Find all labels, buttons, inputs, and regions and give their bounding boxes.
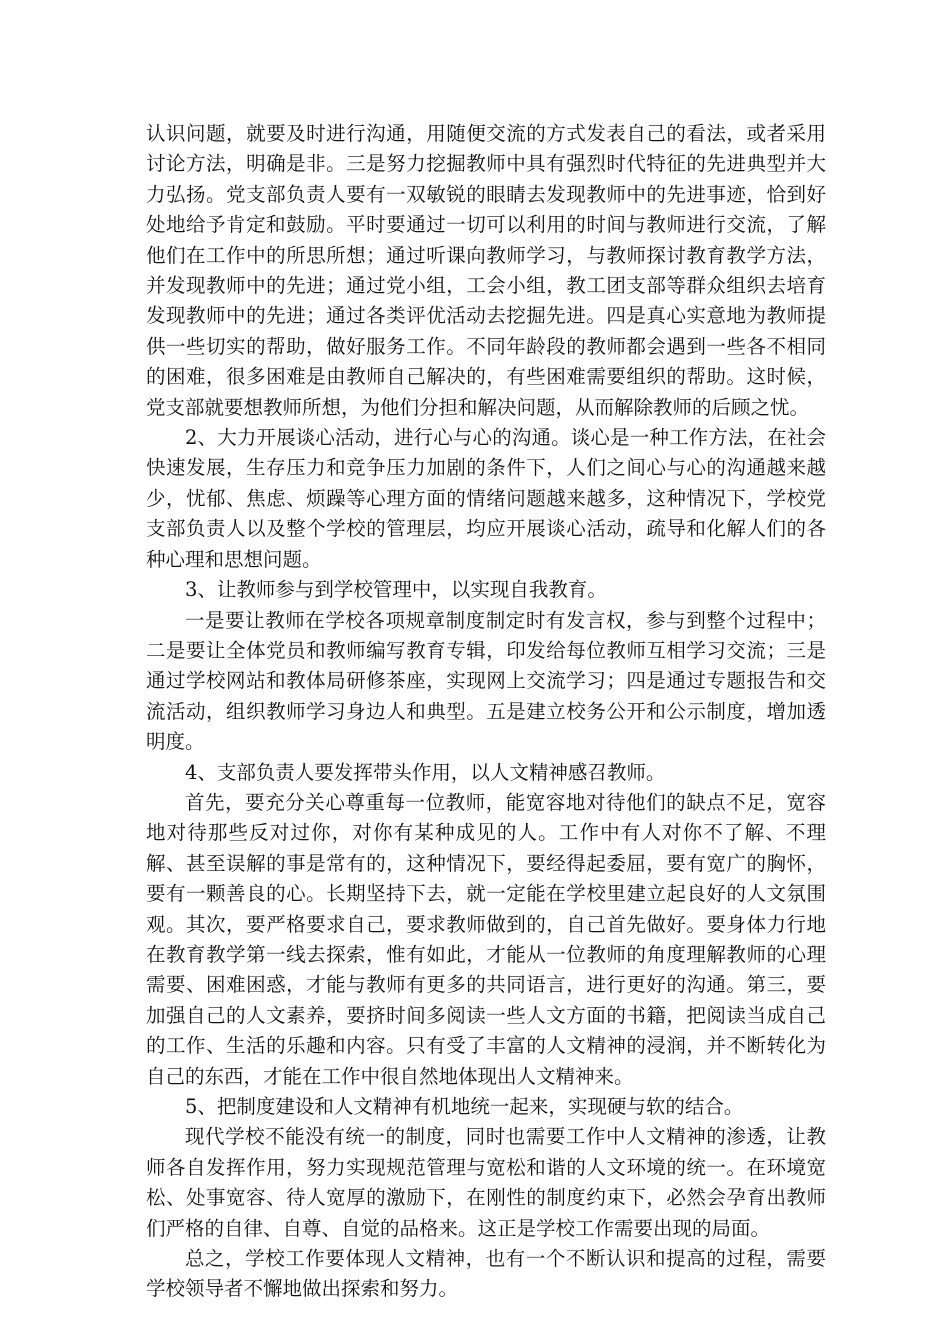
paragraph-8: 现代学校不能没有统一的制度，同时也需要工作中人文精神的渗透，让教师各自发挥作用，努力实现规范管理与宽松和谐的人文环境的统一。在环境宽松、处事宽容、待人宽厚的激励下，在刚性的制度约束下，必然会孕育出教师们严格的自律、自尊、自觉的品格来。这正是学校工作需要出现的局面。 bbox=[146, 1125, 826, 1240]
paragraph-6: 首先，要充分关心尊重每一位教师，能宽容地对待他们的缺点不足，宽容地对待那些反对过你，对你有某种成见的人。工作中有人对你不了解、不理解、甚至误解的事是常有的，这种情况下，要经得起委屈，要有宽广的胸怀，要有一颗善良的心。长期坚持下去，就一定能在学校里建立起良好的人文氛围观。其次，要严格要求自己，要求教师做到的，自己首先做好。要身体力行地在教育教学第一线去探索，惟有如此，才能从一位教师的角度理解教师的心理需要、困难困惑，才能与教师有更多的共同语言，进行更好的沟通。第三，要加强自己的人文素养，要挤时间多阅读一些人文方面的书籍，把阅读当成自己的工作、生活的乐趣和内容。只有受了丰富的人文精神的浸润，并不断转化为自己的东西，才能在工作中很自然地体现出人文精神来。 bbox=[146, 790, 826, 1088]
paragraph-7-heading: 5、把制度建设和人文精神有机地统一起来，实现硬与软的结合。 bbox=[185, 1095, 744, 1118]
document-page bbox=[146, 119, 826, 1305]
paragraph-1: 认识问题，就要及时进行沟通，用随便交流的方式发表自己的看法，或者采用讨论方法，明确是非。三是努力挖掘教师中具有强烈时代特征的先进典型并大力弘扬。党支部负责人要有一双敏锐的眼睛去发现教师中的先进事迹，恰到好处地给予肯定和鼓励。平时要通过一切可以利用的时间与教师进行交流，了解他们在工作中的所思所想；通过听课向教师学习，与教师探讨教育教学方法，并发现教师中的先进；通过党小组，工会小组，教工团支部等群众组织去培育发现教师中的先进；通过各类评优活动去挖掘先进。四是真心实意地为教师提供一些切实的帮助，做好服务工作。不同年龄段的教师都会遇到一些各不相同的困难，很多困难是由教师自己解决的，有些困难需要组织的帮助。这时候，党支部就要想教师所想，为他们分担和解决问题，从而解除教师的后顾之忧。 bbox=[146, 122, 826, 419]
paragraph-4: 一是要让教师在学校各项规章制度制定时有发言权，参与到整个过程中；二是要让全体党员和教师编写教育专辑，印发给每位教师互相学习交流；三是通过学校网站和教体局研修茶座，实现网上交流学习；四是通过专题报告和交流活动，组织教师学习身边人和典型。五是建立校务公开和公示制度，增加透明度。 bbox=[146, 608, 826, 754]
paragraph-3-heading: 3、让教师参与到学校管理中，以实现自我教育。 bbox=[185, 578, 607, 602]
paragraph-9: 总之，学校工作要体现人文精神，也有一个不断认识和提高的过程，需要学校领导者不懈地做出探索和努力。 bbox=[146, 1247, 826, 1301]
paragraph-2: 2、大力开展谈心活动，进行心与心的沟通。谈心是一种工作方法，在社会快速发展，生存压力和竞争压力加剧的条件下，人们之间心与心的沟通越来越少，忧郁、焦虑、烦躁等心理方面的情绪问题越来越多，这种情况下，学校党支部负责人以及整个学校的管理层，均应开展谈心活动，疏导和化解人们的各种心理和思想问题。 bbox=[146, 426, 826, 571]
paragraph-5-heading: 4、支部负责人要发挥带头作用，以人文精神感召教师。 bbox=[185, 760, 666, 784]
